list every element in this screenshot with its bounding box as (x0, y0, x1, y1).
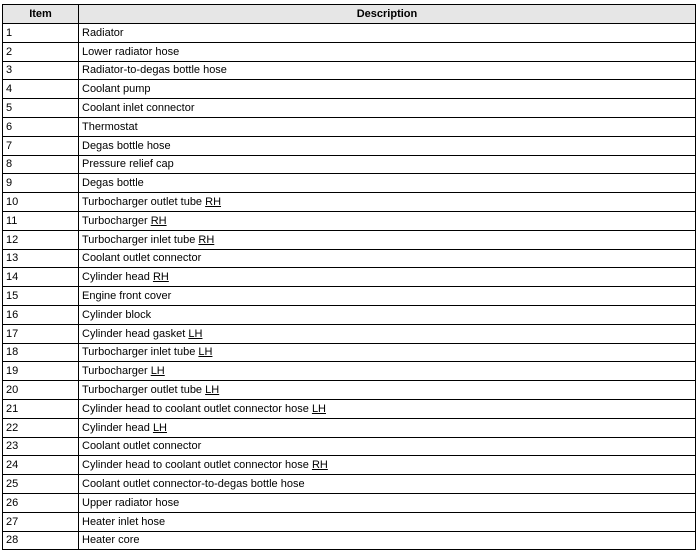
description-text: Cylinder head gasket (82, 327, 189, 340)
item-number: 9 (3, 174, 79, 193)
item-number: 21 (3, 399, 79, 418)
item-description (79, 324, 696, 343)
column-header-description: Description (79, 5, 696, 24)
item-description (79, 80, 696, 99)
column-header-item: Item (3, 5, 79, 24)
table-row (3, 117, 696, 136)
description-text: Degas bottle hose (82, 139, 171, 152)
table-row (3, 324, 696, 343)
description-text: Turbocharger inlet tube (82, 346, 199, 359)
item-description (79, 362, 696, 381)
item-number: 16 (3, 305, 79, 324)
table-row (3, 61, 696, 80)
table-row (3, 381, 696, 400)
item-description (79, 493, 696, 512)
table-row (3, 193, 696, 212)
item-number: 3 (3, 61, 79, 80)
description-text: Coolant outlet connector (82, 252, 202, 265)
side-abbreviation-link[interactable]: LH (198, 346, 213, 359)
table-row (3, 249, 696, 268)
parts-table-container (2, 4, 696, 550)
description-text: Cylinder head to coolant outlet connector hose (82, 402, 312, 415)
table-row (3, 531, 696, 550)
item-number: 1 (3, 24, 79, 43)
item-number: 5 (3, 99, 79, 118)
side-abbreviation-link[interactable]: LH (152, 421, 167, 434)
item-description (79, 268, 696, 287)
description-text: Turbocharger (82, 214, 151, 227)
table-row (3, 475, 696, 494)
table-row (3, 287, 696, 306)
description-text: Turbocharger outlet tube (82, 196, 206, 209)
item-number: 10 (3, 193, 79, 212)
description-text: Radiator-to-degas bottle hose (82, 64, 227, 77)
table-row (3, 305, 696, 324)
item-description (79, 249, 696, 268)
side-abbreviation-link[interactable]: RH (152, 271, 169, 284)
item-description (79, 117, 696, 136)
description-text: Heater inlet hose (82, 515, 166, 528)
item-number: 28 (3, 531, 79, 550)
description-text: Pressure relief cap (82, 158, 174, 171)
item-description (79, 211, 696, 230)
item-number: 23 (3, 437, 79, 456)
item-number: 4 (3, 80, 79, 99)
item-number: 15 (3, 287, 79, 306)
table-body (3, 24, 696, 550)
table-row (3, 493, 696, 512)
description-text: Turbocharger inlet tube (82, 233, 199, 246)
item-description (79, 305, 696, 324)
item-number: 17 (3, 324, 79, 343)
description-text: Cylinder head (82, 271, 153, 284)
table-row (3, 399, 696, 418)
table-row (3, 343, 696, 362)
item-description (79, 24, 696, 43)
description-text: Heater core (82, 534, 140, 547)
table-header-row (3, 5, 696, 24)
table-row (3, 512, 696, 531)
table-row (3, 456, 696, 475)
description-text: Coolant pump (82, 83, 151, 96)
item-description (79, 475, 696, 494)
item-description (79, 456, 696, 475)
description-text: Coolant outlet connector-to-degas bottle hose (82, 478, 305, 491)
table-row (3, 174, 696, 193)
item-number: 20 (3, 381, 79, 400)
item-number: 25 (3, 475, 79, 494)
item-number: 22 (3, 418, 79, 437)
side-abbreviation-link[interactable]: LH (150, 365, 165, 378)
item-description (79, 343, 696, 362)
item-number: 8 (3, 155, 79, 174)
item-description (79, 193, 696, 212)
description-text: Engine front cover (82, 290, 172, 303)
item-description (79, 381, 696, 400)
item-description (79, 61, 696, 80)
item-description (79, 230, 696, 249)
side-abbreviation-link[interactable]: LH (205, 384, 220, 397)
item-description (79, 418, 696, 437)
description-text: Thermostat (82, 120, 138, 133)
item-number: 6 (3, 117, 79, 136)
item-number: 12 (3, 230, 79, 249)
description-text: Coolant inlet connector (82, 102, 195, 115)
table-row (3, 80, 696, 99)
description-text: Cylinder head (82, 421, 153, 434)
item-number: 24 (3, 456, 79, 475)
description-text: Degas bottle (82, 177, 144, 190)
item-description (79, 155, 696, 174)
item-number: 14 (3, 268, 79, 287)
side-abbreviation-link[interactable]: RH (205, 196, 222, 209)
table-row (3, 99, 696, 118)
item-description (79, 287, 696, 306)
table-row (3, 24, 696, 43)
item-number: 26 (3, 493, 79, 512)
table-row (3, 211, 696, 230)
table-row (3, 437, 696, 456)
description-text: Cylinder head to coolant outlet connector hose (82, 459, 312, 472)
parts-table (2, 4, 696, 550)
item-description (79, 136, 696, 155)
item-number: 19 (3, 362, 79, 381)
description-text: Turbocharger outlet tube (82, 384, 206, 397)
description-text: Radiator (82, 26, 124, 39)
item-description (79, 42, 696, 61)
table-row (3, 362, 696, 381)
side-abbreviation-link[interactable]: RH (311, 459, 328, 472)
table-row (3, 136, 696, 155)
item-number: 18 (3, 343, 79, 362)
side-abbreviation-link[interactable]: RH (198, 233, 215, 246)
item-number: 11 (3, 211, 79, 230)
table-row (3, 155, 696, 174)
item-number: 27 (3, 512, 79, 531)
side-abbreviation-link[interactable]: LH (311, 402, 326, 415)
table-row (3, 418, 696, 437)
item-description (79, 99, 696, 118)
item-description (79, 174, 696, 193)
item-number: 13 (3, 249, 79, 268)
description-text: Lower radiator hose (82, 45, 180, 58)
table-row (3, 268, 696, 287)
item-number: 7 (3, 136, 79, 155)
item-description (79, 399, 696, 418)
table-row (3, 42, 696, 61)
description-text: Turbocharger (82, 365, 151, 378)
item-description (79, 437, 696, 456)
item-description (79, 531, 696, 550)
side-abbreviation-link[interactable]: LH (188, 327, 203, 340)
description-text: Upper radiator hose (82, 496, 180, 509)
table-row (3, 230, 696, 249)
description-text: Cylinder block (82, 308, 152, 321)
side-abbreviation-link[interactable]: RH (150, 214, 167, 227)
item-description (79, 512, 696, 531)
item-number: 2 (3, 42, 79, 61)
description-text: Coolant outlet connector (82, 440, 202, 453)
